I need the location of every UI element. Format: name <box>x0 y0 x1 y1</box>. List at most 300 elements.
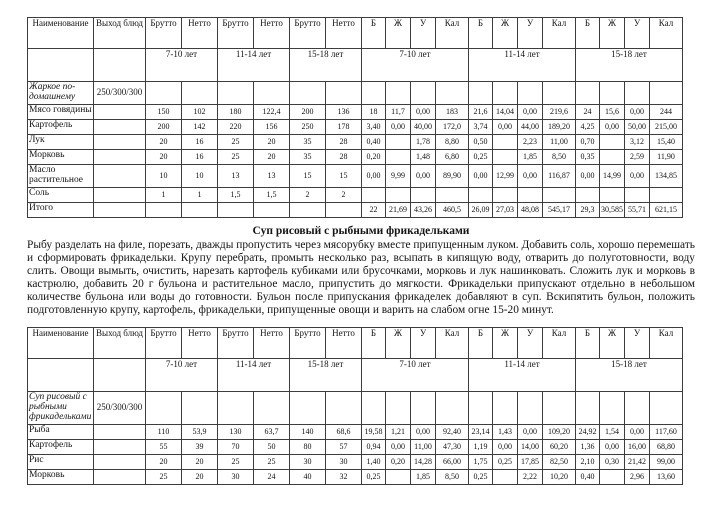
value-cell: 15,40 <box>650 134 683 149</box>
value-cell: 0,40 <box>362 134 386 149</box>
value-cell: 18 <box>362 104 386 119</box>
value-cell: 30 <box>326 454 362 469</box>
value-cell: 219,6 <box>543 104 576 119</box>
value-cell: 24 <box>576 104 600 119</box>
value-cell: 1,5 <box>254 187 290 202</box>
value-cell: 2,23 <box>518 134 543 149</box>
ingredient-name-cell: Масло растительное <box>28 164 94 187</box>
ingredient-row <box>28 439 683 454</box>
value-cell: 32 <box>326 469 362 484</box>
value-cell: 102 <box>182 104 218 119</box>
output-cell <box>94 134 146 149</box>
ingredient-name-cell: Морковь <box>28 149 94 164</box>
value-cell <box>576 82 600 105</box>
output-cell <box>94 119 146 134</box>
value-cell: 30,585 <box>600 202 625 217</box>
header-fat: Ж <box>600 327 625 358</box>
value-cell: 2 <box>290 187 326 202</box>
value-cell: 180 <box>218 104 254 119</box>
value-cell: 178 <box>326 119 362 134</box>
header-calories: Кал <box>543 327 576 358</box>
ingredient-row <box>28 424 683 439</box>
dish-name-cell: Суп рисовый с рыбными фрикадельками <box>28 391 94 424</box>
header-netto: Нетто <box>254 327 290 358</box>
output-cell <box>94 439 146 454</box>
header-calories: Кал <box>650 327 683 358</box>
value-cell: 0,00 <box>518 424 543 439</box>
value-cell <box>182 82 218 105</box>
ingredient-name-cell: Картофель <box>28 119 94 134</box>
value-cell: 6,80 <box>436 149 469 164</box>
value-cell: 14,99 <box>600 164 625 187</box>
value-cell: 122,4 <box>254 104 290 119</box>
value-cell <box>625 187 650 202</box>
header-fat: Ж <box>600 18 625 49</box>
header-carbs: У <box>518 327 543 358</box>
ingredient-name-cell: Рыба <box>28 424 94 439</box>
value-cell: 27,03 <box>493 202 518 217</box>
value-cell: 26,09 <box>469 202 493 217</box>
value-cell: 0,20 <box>362 149 386 164</box>
value-cell: 621,15 <box>650 202 683 217</box>
value-cell: 55 <box>146 439 182 454</box>
value-cell: 50 <box>254 439 290 454</box>
header-brutto: Брутто <box>218 18 254 49</box>
dish-output-cell: 250/300/300 <box>94 391 146 424</box>
value-cell: 0,25 <box>469 149 493 164</box>
header-protein: Б <box>469 327 493 358</box>
ingredient-name-cell: Соль <box>28 187 94 202</box>
value-cell: 16,00 <box>625 439 650 454</box>
value-cell <box>436 82 469 105</box>
value-cell <box>469 391 493 424</box>
value-cell: 28 <box>326 149 362 164</box>
output-cell <box>94 424 146 439</box>
value-cell: 1,54 <box>600 424 625 439</box>
value-cell: 60,20 <box>543 439 576 454</box>
value-cell: 14,28 <box>411 454 436 469</box>
value-cell: 545,17 <box>543 202 576 217</box>
value-cell: 244 <box>650 104 683 119</box>
dish-name-cell: Жаркое по-домашнему <box>28 82 94 105</box>
value-cell: 63,7 <box>254 424 290 439</box>
value-cell: 13,60 <box>650 469 683 484</box>
value-cell: 110 <box>146 424 182 439</box>
value-cell: 14,00 <box>518 439 543 454</box>
value-cell: 20 <box>146 134 182 149</box>
ingredient-row <box>28 119 683 134</box>
value-cell <box>518 82 543 105</box>
value-cell <box>386 149 411 164</box>
value-cell <box>362 82 386 105</box>
value-cell <box>254 391 290 424</box>
value-cell <box>650 82 683 105</box>
header-brutto: Брутто <box>290 327 326 358</box>
age-group-cell: 11-14 лет <box>218 358 290 391</box>
value-cell <box>600 391 625 424</box>
header-name: Наименование <box>28 327 94 358</box>
value-cell: 15,6 <box>600 104 625 119</box>
value-cell <box>411 187 436 202</box>
dish-row <box>28 391 683 424</box>
header-carbs: У <box>625 327 650 358</box>
header-carbs: У <box>518 18 543 49</box>
ingredient-name-cell: Картофель <box>28 439 94 454</box>
value-cell <box>326 82 362 105</box>
value-cell: 1,48 <box>411 149 436 164</box>
value-cell: 1,5 <box>218 187 254 202</box>
value-cell: 156 <box>254 119 290 134</box>
value-cell <box>411 82 436 105</box>
value-cell: 8,50 <box>436 469 469 484</box>
header-carbs: У <box>625 18 650 49</box>
header-fat: Ж <box>493 18 518 49</box>
value-cell: 47,30 <box>436 439 469 454</box>
value-cell: 15 <box>290 164 326 187</box>
value-cell: 16 <box>182 149 218 164</box>
age-group-cell: 15-18 лет <box>576 49 683 82</box>
ingredient-row <box>28 134 683 149</box>
value-cell <box>518 187 543 202</box>
value-cell: 35 <box>290 149 326 164</box>
ingredient-name-cell: Лук <box>28 134 94 149</box>
value-cell: 24 <box>254 469 290 484</box>
value-cell: 2,96 <box>625 469 650 484</box>
value-cell <box>386 134 411 149</box>
value-cell: 0,00 <box>386 119 411 134</box>
output-cell <box>94 164 146 187</box>
value-cell <box>625 391 650 424</box>
header-fat: Ж <box>386 18 411 49</box>
value-cell <box>493 134 518 149</box>
value-cell: 0,25 <box>493 454 518 469</box>
ingredient-row <box>28 187 683 202</box>
header-calories: Кал <box>650 18 683 49</box>
value-cell: 3,40 <box>362 119 386 134</box>
value-cell: 0,30 <box>600 454 625 469</box>
value-cell: 39 <box>182 439 218 454</box>
value-cell: 28 <box>326 134 362 149</box>
value-cell: 10,20 <box>543 469 576 484</box>
value-cell: 2 <box>326 187 362 202</box>
value-cell: 21,69 <box>386 202 411 217</box>
value-cell <box>493 187 518 202</box>
value-cell <box>254 82 290 105</box>
value-cell <box>326 391 362 424</box>
age-group-row <box>28 358 683 391</box>
value-cell: 21,42 <box>625 454 650 469</box>
value-cell: 0,70 <box>576 134 600 149</box>
value-cell: 150 <box>146 104 182 119</box>
value-cell: 0,00 <box>411 104 436 119</box>
value-cell: 20 <box>254 134 290 149</box>
value-cell: 24,92 <box>576 424 600 439</box>
value-cell: 66,00 <box>436 454 469 469</box>
value-cell <box>362 187 386 202</box>
header-netto: Нетто <box>326 18 362 49</box>
value-cell: 200 <box>146 119 182 134</box>
value-cell: 0,00 <box>493 439 518 454</box>
dish-output-cell: 250/300/300 <box>94 82 146 105</box>
value-cell: 29,3 <box>576 202 600 217</box>
header-calories: Кал <box>543 18 576 49</box>
value-cell: 11,00 <box>411 439 436 454</box>
value-cell: 20 <box>182 454 218 469</box>
value-cell: 0,00 <box>469 164 493 187</box>
value-cell: 0,00 <box>386 439 411 454</box>
value-cell: 57 <box>326 439 362 454</box>
header-calories: Кал <box>436 18 469 49</box>
header-protein: Б <box>469 18 493 49</box>
value-cell: 215,00 <box>650 119 683 134</box>
value-cell: 3,74 <box>469 119 493 134</box>
value-cell <box>146 391 182 424</box>
value-cell <box>290 82 326 105</box>
value-cell: 82,50 <box>543 454 576 469</box>
value-cell: 21,6 <box>469 104 493 119</box>
header-carbs: У <box>411 18 436 49</box>
value-cell: 11,90 <box>650 149 683 164</box>
value-cell: 0,50 <box>469 134 493 149</box>
header-protein: Б <box>362 327 386 358</box>
age-group-cell: 15-18 лет <box>290 358 362 391</box>
value-cell: 80 <box>290 439 326 454</box>
header-netto: Нетто <box>182 18 218 49</box>
ingredient-row <box>28 164 683 187</box>
value-cell: 140 <box>290 424 326 439</box>
header-netto: Нетто <box>254 18 290 49</box>
value-cell: 0,00 <box>411 164 436 187</box>
ingredient-row <box>28 104 683 119</box>
value-cell: 172,0 <box>436 119 469 134</box>
value-cell: 22 <box>362 202 386 217</box>
value-cell <box>576 187 600 202</box>
value-cell <box>469 187 493 202</box>
value-cell: 0,00 <box>493 119 518 134</box>
value-cell: 20 <box>182 469 218 484</box>
value-cell: 0,00 <box>625 424 650 439</box>
value-cell: 43,26 <box>411 202 436 217</box>
value-cell: 12,99 <box>493 164 518 187</box>
ingredient-row <box>28 469 683 484</box>
age-group-row <box>28 49 683 82</box>
value-cell: 25 <box>218 149 254 164</box>
value-cell <box>650 187 683 202</box>
value-cell: 4,25 <box>576 119 600 134</box>
value-cell: 68,6 <box>326 424 362 439</box>
value-cell: 48,08 <box>518 202 543 217</box>
value-cell: 20 <box>146 149 182 164</box>
value-cell <box>386 187 411 202</box>
age-group-cell: 7-10 лет <box>146 358 218 391</box>
output-cell <box>94 202 146 217</box>
age-group-cell: 7-10 лет <box>362 49 469 82</box>
header-spacer <box>94 358 146 391</box>
value-cell: 0,00 <box>625 164 650 187</box>
value-cell: 134,85 <box>650 164 683 187</box>
header-spacer <box>28 358 94 391</box>
value-cell <box>493 469 518 484</box>
value-cell: 8,50 <box>543 149 576 164</box>
value-cell: 0,94 <box>362 439 386 454</box>
value-cell <box>436 187 469 202</box>
header-netto: Нетто <box>326 327 362 358</box>
value-cell: 109,20 <box>543 424 576 439</box>
value-cell: 2,22 <box>518 469 543 484</box>
value-cell <box>218 82 254 105</box>
ingredient-name-cell: Морковь <box>28 469 94 484</box>
value-cell: 130 <box>218 424 254 439</box>
ingredient-name-cell: Итого <box>28 202 94 217</box>
output-cell <box>94 104 146 119</box>
value-cell <box>576 391 600 424</box>
header-brutto: Брутто <box>146 327 182 358</box>
value-cell: 1,85 <box>411 469 436 484</box>
soup-nutrition-table <box>27 327 683 485</box>
value-cell <box>469 82 493 105</box>
header-spacer <box>28 49 94 82</box>
value-cell <box>290 391 326 424</box>
value-cell: 2,10 <box>576 454 600 469</box>
value-cell: 0,35 <box>576 149 600 164</box>
header-fat: Ж <box>386 327 411 358</box>
value-cell <box>650 391 683 424</box>
header-protein: Б <box>576 18 600 49</box>
ingredient-name-cell: Рис <box>28 454 94 469</box>
value-cell <box>182 391 218 424</box>
value-cell: 40,00 <box>411 119 436 134</box>
age-group-cell: 11-14 лет <box>469 49 576 82</box>
age-group-cell: 7-10 лет <box>146 49 218 82</box>
value-cell: 13 <box>218 164 254 187</box>
value-cell: 0,20 <box>386 454 411 469</box>
output-cell <box>94 469 146 484</box>
header-spacer <box>94 49 146 82</box>
value-cell: 0,00 <box>518 104 543 119</box>
value-cell: 116,87 <box>543 164 576 187</box>
value-cell: 460,5 <box>436 202 469 217</box>
ingredient-row <box>28 149 683 164</box>
value-cell: 55,71 <box>625 202 650 217</box>
value-cell: 11,00 <box>543 134 576 149</box>
value-cell: 25 <box>254 454 290 469</box>
value-cell <box>182 202 218 217</box>
value-cell: 14,04 <box>493 104 518 119</box>
output-cell <box>94 149 146 164</box>
value-cell <box>386 82 411 105</box>
value-cell: 0,00 <box>576 164 600 187</box>
value-cell: 40 <box>290 469 326 484</box>
ingredient-name-cell: Мясо говядины <box>28 104 94 119</box>
value-cell: 0,40 <box>576 469 600 484</box>
value-cell: 0,00 <box>600 439 625 454</box>
header-row <box>28 18 683 49</box>
value-cell <box>600 82 625 105</box>
value-cell <box>254 202 290 217</box>
value-cell: 13 <box>254 164 290 187</box>
value-cell <box>362 391 386 424</box>
value-cell: 0,25 <box>362 469 386 484</box>
value-cell <box>218 202 254 217</box>
value-cell: 0,25 <box>469 469 493 484</box>
age-group-cell: 11-14 лет <box>469 358 576 391</box>
value-cell: 17,85 <box>518 454 543 469</box>
age-group-cell: 7-10 лет <box>362 358 469 391</box>
value-cell: 68,80 <box>650 439 683 454</box>
value-cell: 19,58 <box>362 424 386 439</box>
output-cell <box>94 187 146 202</box>
value-cell: 142 <box>182 119 218 134</box>
value-cell: 20 <box>146 454 182 469</box>
header-name: Наименование <box>28 18 94 49</box>
ingredient-row <box>28 202 683 217</box>
value-cell: 0,00 <box>362 164 386 187</box>
header-calories: Кал <box>436 327 469 358</box>
value-cell <box>493 82 518 105</box>
value-cell: 0,00 <box>518 164 543 187</box>
recipe-instructions: Рыбу разделать на филе, порезать, дважды пропустить через мясорубку вместе припущенным луком. Добавить соль, хорошо перемешать и сформировать фрикадельки. Крупу перебрать, промыть несколько раз, всыпать в кипящую воду, отварить до полуготовности, воду слить. Овощи вымыть, очистить, нарезать картофель кубиками или брусочками, морковь и лук нашинковать. Сложить лук и морковь в кастрюлю, добавить 20 г бульона и растительное масло, припустить до мягкости. Фрикадельки припускают отдельно в небольшом количестве бульона или воды до готовности. Бульон после припускания фрикаделек добавляют в суп. Вскипятить бульон, положить подготовленную крупу, картофель, фрикадельки, припущенные овощи и варить на слабом огне 15-20 минут. <box>27 238 695 316</box>
value-cell: 8,80 <box>436 134 469 149</box>
value-cell: 35 <box>290 134 326 149</box>
value-cell: 53,9 <box>182 424 218 439</box>
value-cell: 44,00 <box>518 119 543 134</box>
value-cell <box>493 149 518 164</box>
value-cell: 136 <box>326 104 362 119</box>
value-cell: 200 <box>290 104 326 119</box>
header-brutto: Брутто <box>290 18 326 49</box>
header-carbs: У <box>411 327 436 358</box>
value-cell: 3,12 <box>625 134 650 149</box>
value-cell: 25 <box>218 454 254 469</box>
value-cell: 89,90 <box>436 164 469 187</box>
value-cell: 189,20 <box>543 119 576 134</box>
value-cell: 1,40 <box>362 454 386 469</box>
header-brutto: Брутто <box>218 327 254 358</box>
value-cell: 15 <box>326 164 362 187</box>
header-netto: Нетто <box>182 327 218 358</box>
value-cell: 1,21 <box>386 424 411 439</box>
ingredient-row <box>28 454 683 469</box>
value-cell: 117,60 <box>650 424 683 439</box>
value-cell: 1,75 <box>469 454 493 469</box>
value-cell: 70 <box>218 439 254 454</box>
value-cell: 30 <box>218 469 254 484</box>
value-cell <box>290 202 326 217</box>
header-fat: Ж <box>493 327 518 358</box>
value-cell: 183 <box>436 104 469 119</box>
output-cell <box>94 454 146 469</box>
value-cell <box>386 391 411 424</box>
value-cell <box>146 202 182 217</box>
value-cell: 9,99 <box>386 164 411 187</box>
value-cell <box>543 391 576 424</box>
value-cell: 1,19 <box>469 439 493 454</box>
value-cell <box>625 82 650 105</box>
zharkoe-nutrition-table <box>27 17 683 218</box>
header-brutto: Брутто <box>146 18 182 49</box>
value-cell <box>218 391 254 424</box>
value-cell <box>543 187 576 202</box>
value-cell: 1 <box>146 187 182 202</box>
header-protein: Б <box>362 18 386 49</box>
value-cell <box>493 391 518 424</box>
header-protein: Б <box>576 327 600 358</box>
value-cell: 25 <box>146 469 182 484</box>
value-cell: 50,00 <box>625 119 650 134</box>
value-cell <box>386 469 411 484</box>
value-cell <box>436 391 469 424</box>
value-cell: 20 <box>254 149 290 164</box>
